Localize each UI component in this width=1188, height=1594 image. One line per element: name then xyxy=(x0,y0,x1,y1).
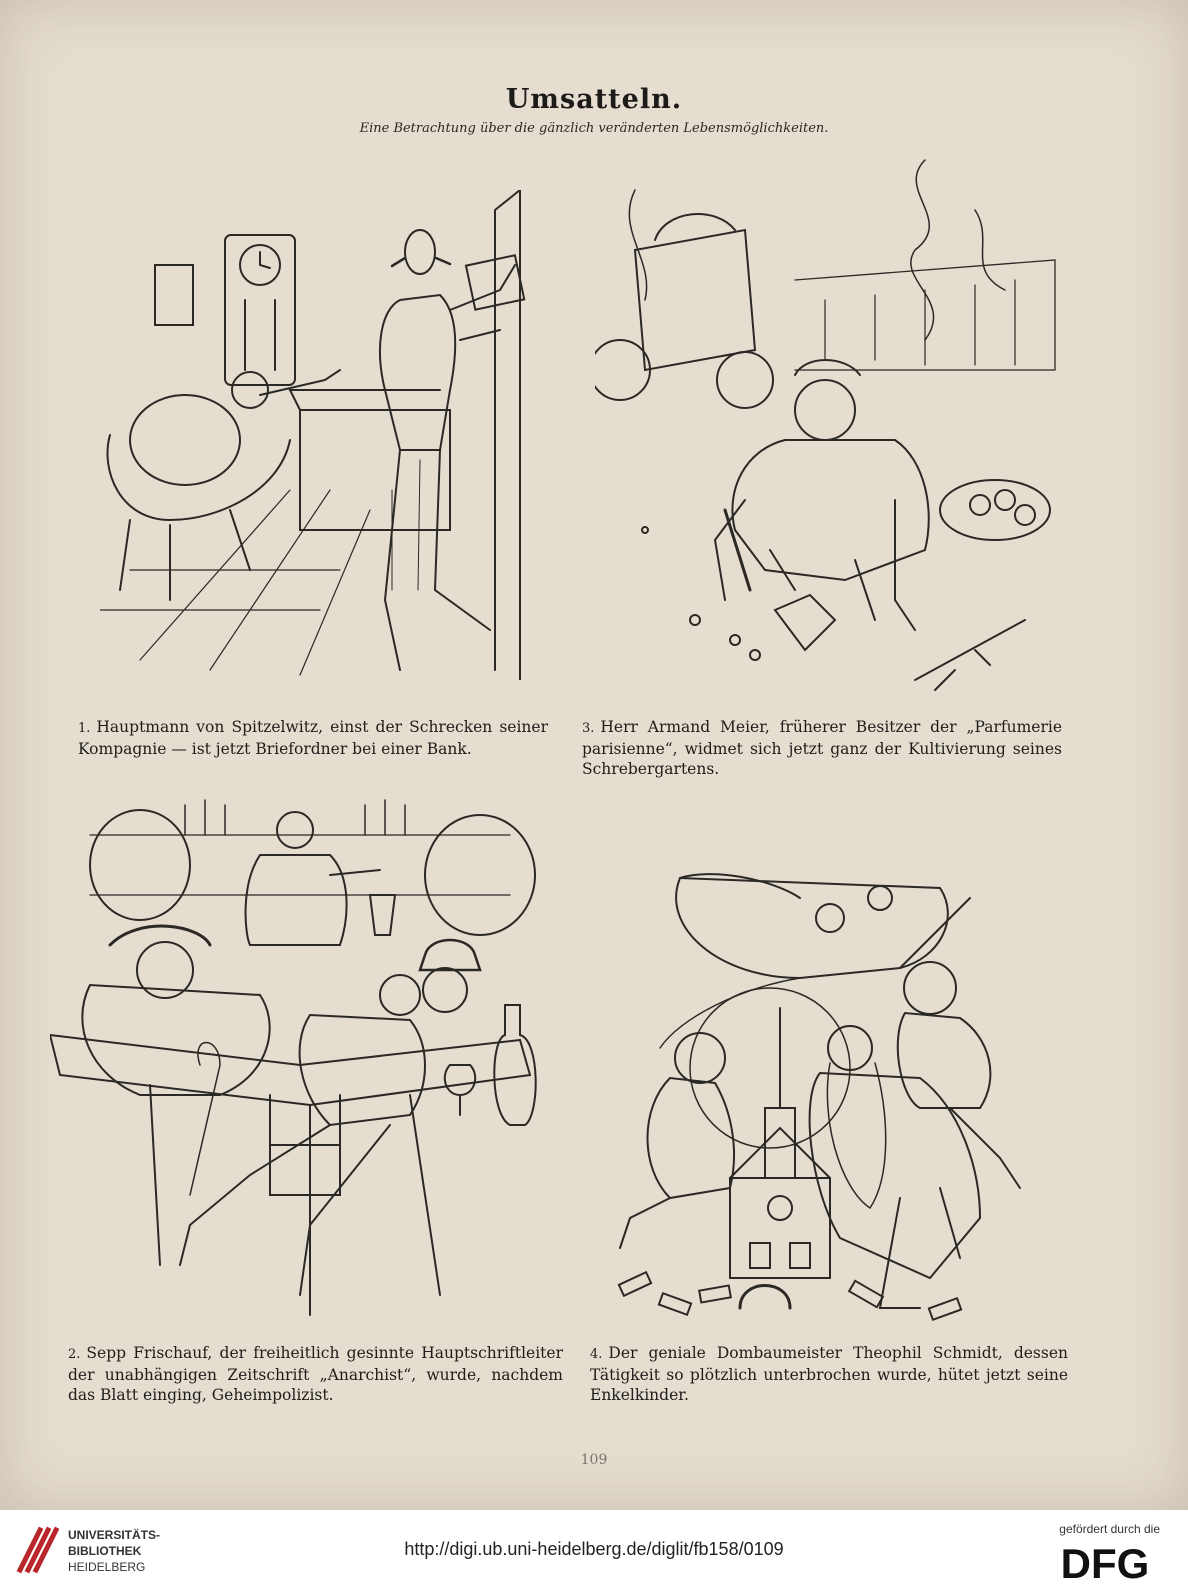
caption-4 xyxy=(590,1343,1068,1405)
page-title: Umsatteln. xyxy=(505,84,683,115)
illustration-1-bank-office xyxy=(100,190,540,680)
library-line-3: HEIDELBERG xyxy=(68,1560,146,1574)
library-line-2: BIBLIOTHEK xyxy=(68,1544,142,1558)
caption-3 xyxy=(582,717,1062,779)
caption-1 xyxy=(78,717,548,759)
permalink-url[interactable]: http://digi.ub.uni-heidelberg.de/diglit/fb158/0109 xyxy=(404,1539,784,1559)
caption-4-text: Der geniale Dombaumeister Theophil Schmidt, dessen Tätigkeit so plötzlich unterbrochen wurde, hütet jetzt seine Enkelkinder. xyxy=(590,1344,1068,1404)
illustration-3-street-garden xyxy=(595,150,1065,700)
caption-2-text: Sepp Frischauf, der freiheitlich gesinnte Hauptschriftleiter der unabhängigen Zeitschrift „Anarchist“, wurde, nachdem das Blatt einging, Geheimpolizist. xyxy=(68,1344,563,1404)
illustration-4-nursery xyxy=(600,858,1070,1328)
caption-4-number: 4. xyxy=(590,1347,603,1362)
caption-2 xyxy=(68,1343,563,1405)
caption-2-number: 2. xyxy=(68,1347,81,1362)
library-line-1: UNIVERSITÄTS- xyxy=(68,1528,161,1542)
caption-3-text: Herr Armand Meier, früherer Besitzer der „Parfumerie parisienne“, widmet sich jetzt ganz der Kultivierung seines Schrebergartens. xyxy=(582,718,1062,778)
page-number: 109 xyxy=(580,1452,608,1468)
page-subtitle: Eine Betrachtung über die gänzlich veränderten Lebensmöglichkeiten. xyxy=(359,121,829,136)
dfg-logo-text: DFG xyxy=(1060,1540,1150,1584)
caption-3-number: 3. xyxy=(582,721,595,736)
caption-1-number: 1. xyxy=(78,721,91,736)
illustration-2-tavern xyxy=(50,795,560,1330)
dfg-logo-icon xyxy=(1050,1540,1160,1584)
viewer-footer xyxy=(0,1510,1188,1594)
caption-1-text: Hauptmann von Spitzelwitz, einst der Schrecken seiner Kompagnie — ist jetzt Briefordner bei einer Bank. xyxy=(78,718,548,758)
funder-label: gefördert durch die xyxy=(1059,1522,1160,1536)
